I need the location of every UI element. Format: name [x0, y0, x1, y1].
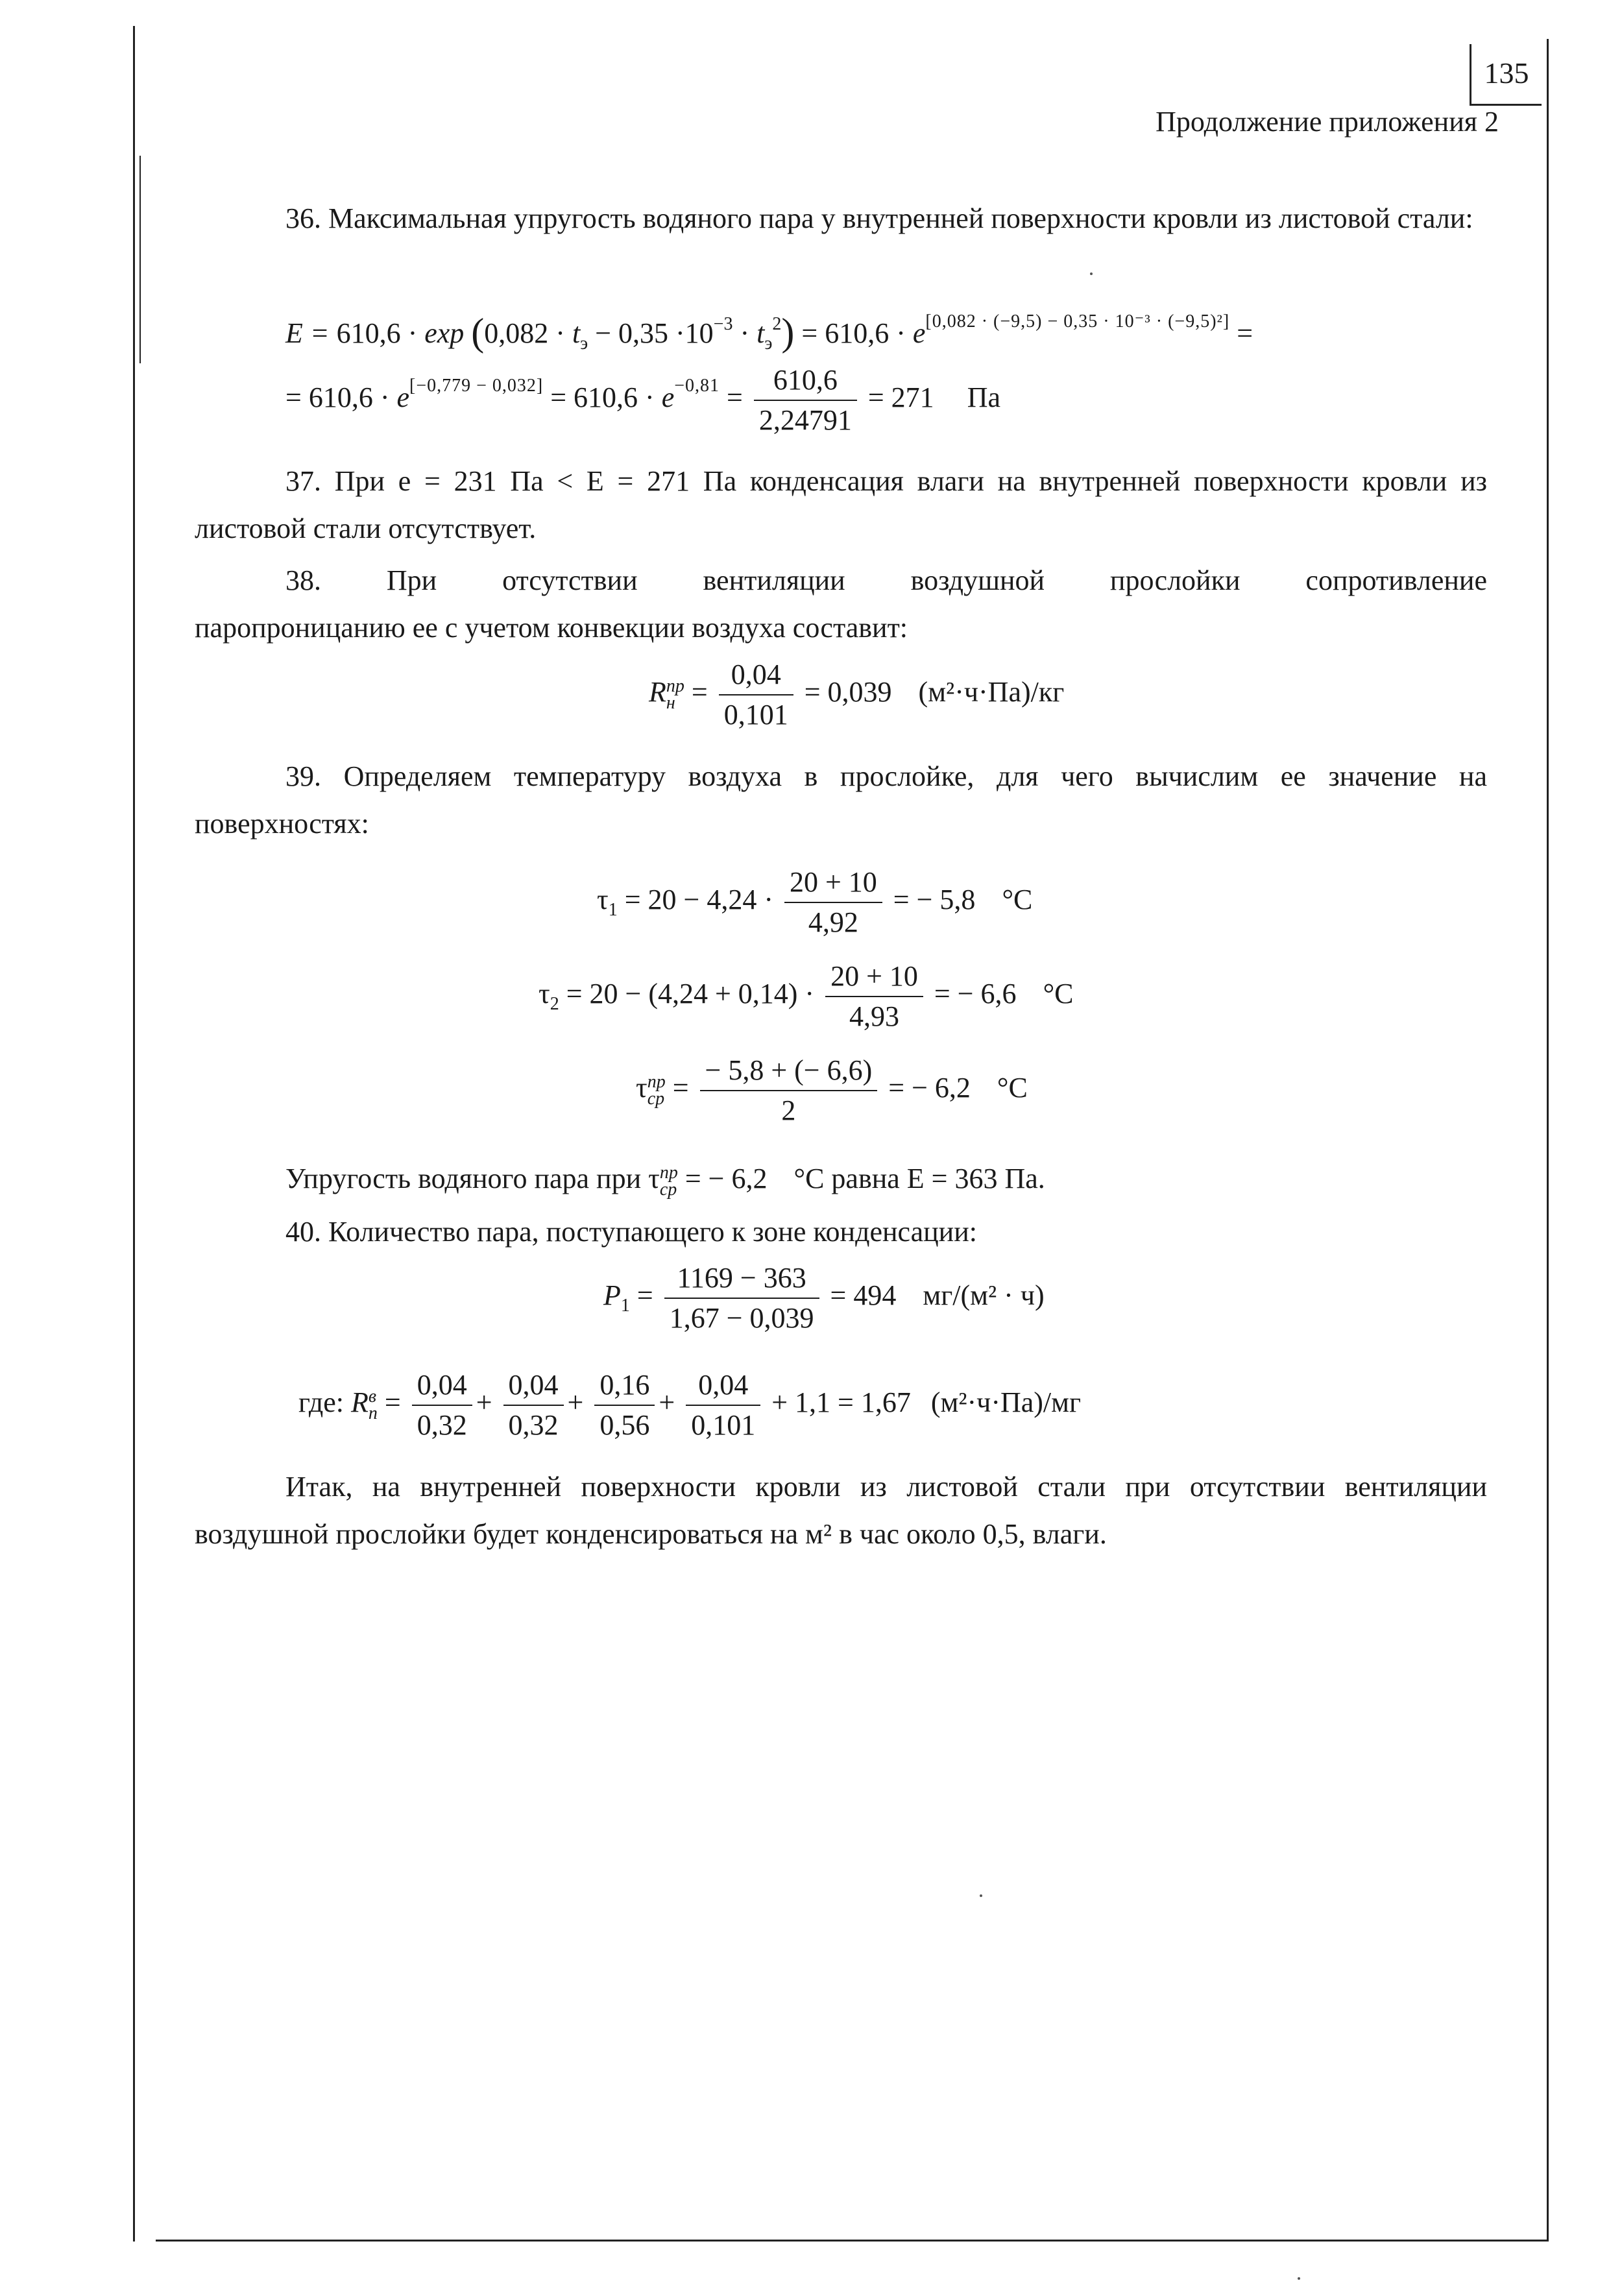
paragraph-37: 37. При е = 231 Па < Е = 271 Па конденсация влаги на внутренней поверхности кровли из листовой стали отсутствует.	[195, 465, 1487, 544]
page-number: 135	[1470, 44, 1542, 106]
formula-tau-average: τ пр ср = $\frac{- 5,8 + (- 6,6)}{2}$ = − 6,2 °С	[636, 1051, 1028, 1130]
fraction: $\frac{1169 - 363}{1,67 - 0,039}$	[664, 1259, 819, 1338]
fraction: $\frac{20 + 10}{4,93}$	[825, 957, 923, 1036]
fraction: $\frac{610,6}{2,24791}$	[754, 361, 857, 440]
paragraph-38-line1: 38. При отсутствии вентиляции воздушной прослойки сопротивление	[285, 564, 1487, 596]
scan-speck	[1298, 2277, 1300, 2280]
formula-vapor-resistance: R пр н = $\frac{0,04}{0,101}$ = 0,039 (м²·ч·Па)/кг	[649, 655, 1064, 734]
paragraph-36: 36. Максимальная упругость водяного пара у внутренней поверхности кровли из листовой стали:	[285, 202, 1473, 234]
formula-max-vapor-pressure-result: = $610,6 \cdot e[-0,779 - 0,032] = 610,6 \cdot e^{-0,81}$ = $\frac{610,6}{2,24791}$ = 271 Па	[285, 361, 1000, 440]
scan-speck	[980, 1894, 982, 1897]
left-border-line-inner	[139, 156, 141, 363]
paragraph-38-line2: паропроницанию ее с учетом конвекции воздуха составит:	[195, 612, 908, 644]
bottom-border-line	[156, 2240, 1548, 2242]
fraction: $\frac{20 + 10}{4,92}$	[784, 863, 882, 942]
conclusion-paragraph: Итак, на внутренней поверхности кровли из листовой стали при отсутствии вентиляции воздушной прослойки будет конденсироваться на м² в час около 0,5, влаги.	[195, 1471, 1487, 1550]
formula-vapor-flow: $P_1$ = $\frac{1169 - 363}{1,67 - 0,039}$ = 494 мг/(м² · ч)	[603, 1259, 1045, 1338]
left-border-line	[133, 26, 135, 2242]
fraction: $\frac{0,04}{0,32}$	[503, 1366, 564, 1445]
formula-inner-resistance: где: R в п = $\frac{0,04}{0,32}$ + $\frac{0,04}{0,32}$ + $\frac{0,16}{0,56}$ + $\frac{0,04}{0,101}$ + 1,1 = 1,67 (м²·ч·Па)/мг	[298, 1366, 1081, 1445]
right-border-line	[1547, 39, 1549, 2242]
paragraph-40: 40. Количество пара, поступающего к зоне конденсации:	[285, 1216, 977, 1248]
fraction: $\frac{0,04}{0,101}$	[686, 1366, 760, 1445]
fraction: $\frac{0,16}{0,56}$	[594, 1366, 655, 1445]
fraction: $\frac{0,04}{0,32}$	[412, 1366, 472, 1445]
scan-speck	[1090, 272, 1093, 275]
formula-tau1: $\tau_1 = 20 - 4,24$ · $\frac{20 + 10}{4,92}$ = − 5,8 °С	[597, 863, 1032, 942]
formula-tau2: $\tau_2 = 20 - (4,24 + 0,14)$ · $\frac{20 + 10}{4,93}$ = − 6,6 °С	[539, 957, 1074, 1036]
fraction: $\frac{- 5,8 + (- 6,6)}{2}$	[700, 1051, 878, 1130]
fraction: $\frac{0,04}{0,101}$	[719, 655, 793, 734]
continuation-label: Продолжение приложения 2	[1156, 106, 1499, 138]
pressure-at-average-temperature: Упругость водяного пара при τ пр ср = − 6,2 °С равна Е = 363 Па.	[285, 1162, 1045, 1200]
paragraph-39: 39. Определяем температуру воздуха в прослойке, для чего вычислим ее значение на поверхностях:	[195, 760, 1487, 840]
formula-max-vapor-pressure: $E = 610,6 \cdot \exp (0,082 \cdot t_э - 0,35 \cdot 10^{-3} \cdot t_э^2) = 610,6 \cdot e[0,082 \cdot (-9,5) - 0,35 \cdot 10^{-3} \cdot (-9,5)^2]$ =	[285, 311, 1253, 354]
